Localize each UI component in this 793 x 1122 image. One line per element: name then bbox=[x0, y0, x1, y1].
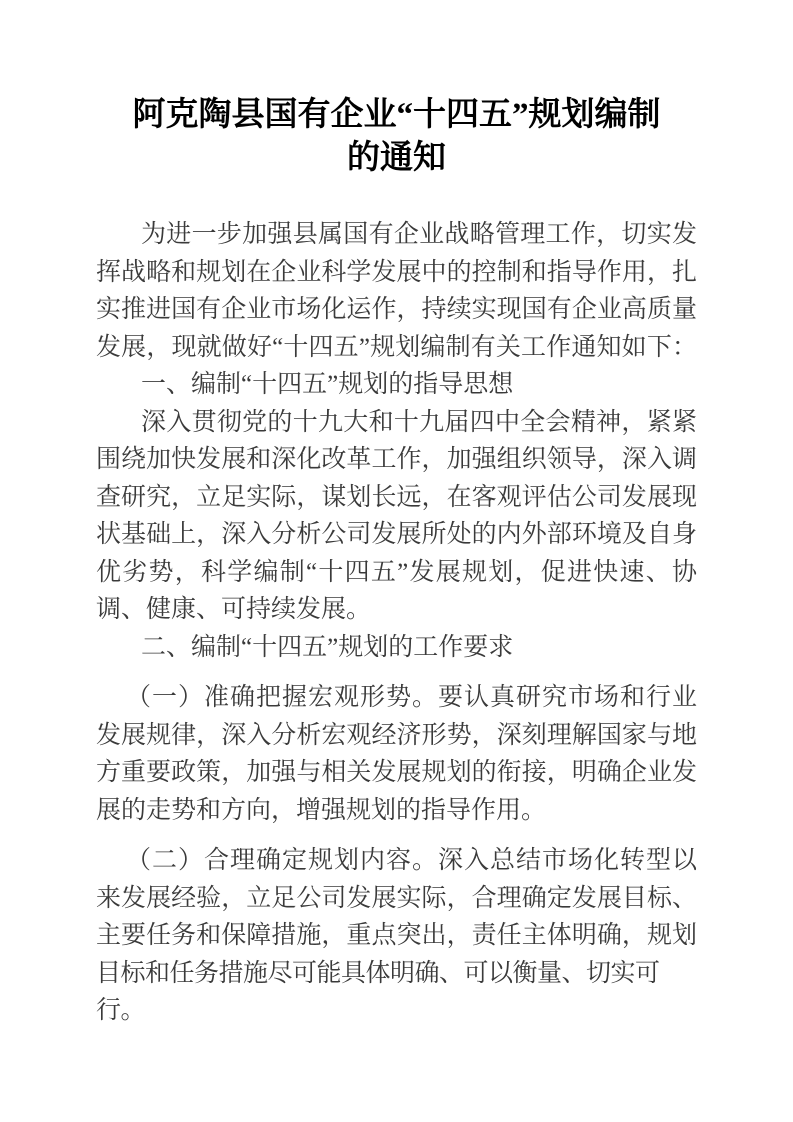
text-line: 主要任务和保障措施，重点突出，责任主体明确，规划 bbox=[96, 922, 697, 949]
text-line: 优劣势，科学编制“十四五”发展规划，促进快速、协 bbox=[96, 558, 697, 586]
text-line: 来发展经验，立足公司发展实际，合理确定发展目标、 bbox=[96, 884, 697, 912]
text-line: 状基础上，深入分析公司发展所处的内外部环境及自身 bbox=[96, 521, 697, 548]
text-line: 发展，现就做好“十四五”规划编制有关工作通知如下： bbox=[96, 333, 697, 361]
heading-line: 一、编制“十四五”规划的指导思想 bbox=[141, 371, 514, 398]
text-line: （二）合理确定规划内容。深入总结市场化转型以 bbox=[126, 847, 697, 874]
document-title bbox=[96, 94, 697, 180]
text-line: 为进一步加强县属国有企业战略管理工作，切实发 bbox=[141, 221, 697, 248]
text-line: 围绕加快发展和深化改革工作，加强组织领导，深入调 bbox=[96, 446, 697, 473]
text-line: （一）准确把握宏观形势。要认真研究市场和行业 bbox=[126, 684, 697, 711]
section-heading-1 bbox=[96, 366, 697, 404]
text-line: 发展规律，深入分析宏观经济形势，深刻理解国家与地 bbox=[96, 721, 697, 749]
title-line-2: 的通知 bbox=[347, 140, 446, 176]
paragraph-item-1 bbox=[96, 679, 697, 829]
text-line: 实推进国有企业市场化运作，持续实现国有企业高质量 bbox=[96, 296, 697, 323]
document-body bbox=[96, 216, 697, 1030]
text-line: 查研究，立足实际，谋划长远，在客观评估公司发展现 bbox=[96, 483, 697, 511]
heading-line: 二、编制“十四五”规划的工作要求 bbox=[141, 633, 514, 661]
text-line: 挥战略和规划在企业科学发展中的控制和指导作用，扎 bbox=[96, 258, 697, 286]
text-line: 深入贯彻党的十九大和十九届四中全会精神，紧紧 bbox=[141, 408, 697, 436]
paragraph-item-2 bbox=[96, 842, 697, 1030]
title-line-1: 阿克陶县国有企业“十四五”规划编制 bbox=[132, 97, 661, 133]
paragraph-guiding-thought bbox=[96, 404, 697, 629]
paragraph-intro bbox=[96, 216, 697, 366]
text-line: 调、健康、可持续发展。 bbox=[96, 596, 372, 623]
section-heading-2 bbox=[96, 629, 697, 667]
text-line: 目标和任务措施尽可能具体明确、可以衡量、切实可行。 bbox=[96, 959, 660, 1024]
text-line: 方重要政策，加强与相关发展规划的衔接，明确企业发 bbox=[96, 759, 697, 786]
text-line: 展的走势和方向，增强规划的指导作用。 bbox=[96, 796, 547, 824]
